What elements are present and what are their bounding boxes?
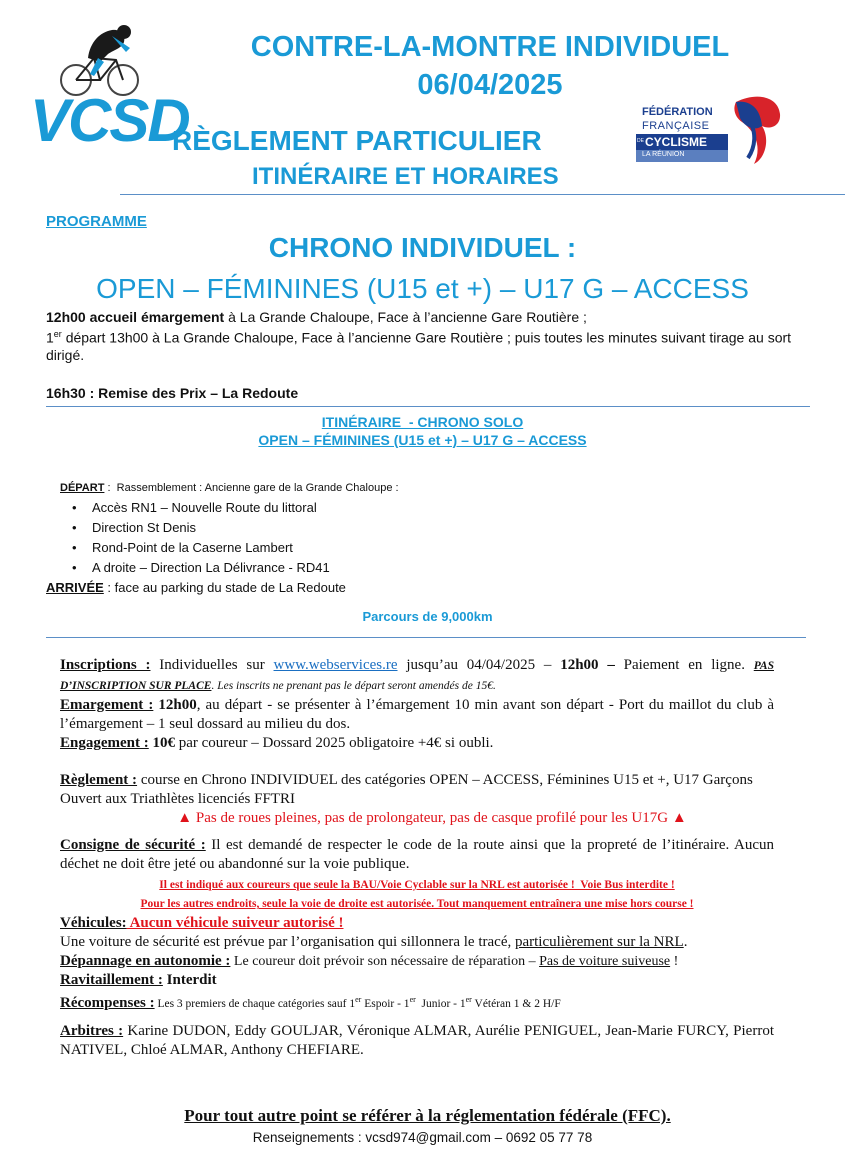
depannage-text: Le coureur doit prévoir son nécessaire de réparation – <box>230 954 540 969</box>
inscriptions-label: Inscriptions : <box>60 657 151 673</box>
vehicules-text-main: Une voiture de sécurité est prévue par l’organisation qui sillonnera le tracé, <box>60 934 515 950</box>
depart-number: 1 <box>46 329 54 346</box>
inscriptions-deadline: jusqu’au 04/04/2025 – <box>397 657 561 673</box>
reglement-paragraph <box>60 771 774 790</box>
securite-warning-1: Il est indiqué aux coureurs que seule la BAU/Voie Cyclable sur la NRL est autorisée ! Voie Bus interdite ! <box>159 879 675 891</box>
securite-paragraph <box>60 836 774 874</box>
recompenses-t3: Junior - 1 <box>415 997 466 1010</box>
ffc-logo-line-2: FRANÇAISE <box>642 120 710 132</box>
inscriptions-payment: Paiement en ligne. <box>614 657 754 673</box>
ffc-logo-line-1: FÉDÉRATION <box>642 106 713 118</box>
vehicules-text-nrl: particulièrement sur la NRL <box>514 934 684 950</box>
arrivee-label: ARRIVÉE <box>46 580 104 595</box>
depart-label: DÉPART <box>60 482 105 494</box>
route-step: • Direction St Denis <box>66 518 330 538</box>
recompenses-t1: Les 3 premiers de chaque catégories sauf 1 <box>154 997 356 1010</box>
webservices-link[interactable]: www.webservices.re <box>273 657 398 673</box>
chrono-title: CHRONO INDIVIDUEL : <box>268 232 577 263</box>
ffc-logo-line-3: CYCLISME <box>645 135 708 149</box>
inscriptions-text: Individuelles sur <box>150 657 274 673</box>
vehicules-warning: Aucun véhicule suiveur autorisé ! <box>126 915 344 931</box>
securite-label: Consigne de sécurité : <box>60 837 206 853</box>
ffc-logo-de: DE <box>637 138 644 144</box>
recompenses-t4: Vétéran 1 & 2 H/F <box>471 997 561 1010</box>
programme-body <box>46 309 816 364</box>
arbitres-text: Karine DUDON, Eddy GOULJAR, Véronique ALMAR, Aurélie PENIGUEL, Jean-Marie FURCY, Pierrot NATIVEL, Chloé ALMAR, Anthony CHEFIARE. <box>60 1022 774 1058</box>
header-rule <box>120 194 845 195</box>
accueil-line <box>46 309 816 326</box>
ravitaillement-paragraph <box>60 971 774 990</box>
vehicules-label: Véhicules: <box>60 915 127 931</box>
route-step: • Rond-Point de la Caserne Lambert <box>66 538 330 558</box>
no-inscription-notice: PAS D’INSCRIPTION SUR PLACE <box>60 660 774 692</box>
itineraire-heading-2: OPEN – FÉMININES (U15 et +) – U17 G – ACCESS <box>258 432 587 448</box>
depart-line <box>46 326 816 364</box>
depannage-label: Dépannage en autonomie : <box>60 953 231 969</box>
recompenses-t2: Espoir - 1 <box>361 997 410 1010</box>
ffc-emblem-icon <box>726 92 784 168</box>
title-date: 06/04/2025 <box>417 69 563 101</box>
ffc-logo <box>636 92 784 168</box>
emargement-paragraph <box>60 696 774 734</box>
depart-text: départ 13h00 à La Grande Chaloupe, Face à l’ancienne Gare Routière ; puis toutes les minutes suivant tirage au sort dirigé. <box>46 329 792 363</box>
itineraire-horaires-title: ITINÉRAIRE ET HORAIRES <box>252 163 559 190</box>
reglement-title: RÈGLEMENT PARTICULIER <box>172 125 542 156</box>
ravitaillement-label: Ravitaillement : <box>60 972 163 988</box>
recompenses-s3: er <box>465 995 472 1004</box>
inscriptions-paragraph <box>60 656 774 696</box>
ffc-logo-line-4: LA RÉUNION <box>642 151 685 158</box>
ravitaillement-text: Interdit <box>162 972 217 988</box>
engagement-paragraph <box>60 734 774 753</box>
depannage-no-car: Pas de voiture suiveuse <box>539 954 671 969</box>
arrivee-description: : face au parking du stade de La Redoute <box>103 580 346 595</box>
securite-warning-2: Pour les autres endroits, seule la voie de droite est autorisée. Tout manquement entraînera une mise hors course ! <box>140 898 694 910</box>
engagement-price: 10€ <box>148 735 175 751</box>
depart-description: : Rassemblement : Ancienne gare de la Grande Chaloupe : <box>104 482 399 494</box>
emargement-text: , au départ - se présenter à l’émargement 10 min avant son départ - Port du maillot du club à l’émargement – 1 seul dossard au milieu du dos. <box>60 697 775 732</box>
contact-info: Renseignements : vcsd974@gmail.com – 0692 05 77 78 <box>252 1130 593 1145</box>
arbitres-paragraph <box>60 1022 774 1060</box>
chrono-categories: OPEN – FÉMININES (U15 et +) – U17 G – ACCESS <box>96 273 749 304</box>
triathletes-line: Ouvert aux Triathlètes licenciés FFTRI <box>60 791 295 807</box>
depannage-end: ! <box>670 954 679 969</box>
depannage-paragraph <box>60 952 774 971</box>
vcsd-logo-text: VCSD <box>30 87 189 154</box>
details-block <box>60 656 774 1060</box>
accueil-text: à La Grande Chaloupe, Face à l’ancienne Gare Routière ; <box>224 309 587 325</box>
vehicules-paragraph <box>60 914 774 933</box>
reglement-label: Règlement : <box>60 772 138 788</box>
recompenses-s1: er <box>355 995 362 1004</box>
equipment-warning: ▲ Pas de roues pleines, pas de prolongateur, pas de casque profilé pour les U17G ▲ <box>177 810 687 826</box>
programme-label: PROGRAMME <box>46 213 147 230</box>
itineraire-rule <box>46 637 806 638</box>
emargement-time: 12h00 <box>153 697 197 713</box>
engagement-label: Engagement : <box>60 735 149 751</box>
emargement-label: Emargement : <box>60 697 154 713</box>
arbitres-label: Arbitres : <box>60 1022 124 1039</box>
parcours-distance: Parcours de 9,000km <box>362 609 493 624</box>
amende-notice: . Les inscrits ne prenant pas le départ seront amendés de 15€. <box>211 680 496 692</box>
remise-prix: 16h30 : Remise des Prix – La Redoute <box>46 385 299 401</box>
ffc-reference-note: Pour tout autre point se référer à la réglementation fédérale (FFC). <box>184 1106 671 1125</box>
programme-rule <box>46 406 810 407</box>
depart-sup: er <box>53 329 62 339</box>
itineraire-arrivee <box>46 580 346 595</box>
title-line-1: CONTRE-LA-MONTRE INDIVIDUEL <box>250 31 730 63</box>
inscriptions-time: 12h00 – <box>560 657 615 673</box>
engagement-text: par coureur – Dossard 2025 obligatoire +4€ si oubli. <box>175 735 494 751</box>
route-step: • A droite – Direction La Délivrance - RD41 <box>66 558 330 578</box>
vehicules-text <box>60 933 774 952</box>
accueil-time: 12h00 accueil émargement <box>46 309 225 325</box>
vehicules-text-end: . <box>683 934 688 950</box>
recompenses-paragraph <box>60 990 774 1014</box>
vcsd-logo <box>28 18 189 158</box>
route-step: • Accès RN1 – Nouvelle Route du littoral <box>66 498 330 518</box>
itineraire-heading-1: ITINÉRAIRE - CHRONO SOLO <box>321 414 524 430</box>
route-list <box>66 498 330 578</box>
recompenses-s2: er <box>409 995 416 1004</box>
reglement-text: course en Chrono INDIVIDUEL des catégories OPEN – ACCESS, Féminines U15 et +, U17 Garçons <box>137 772 753 788</box>
recompenses-label: Récompenses : <box>60 994 155 1011</box>
itineraire-depart <box>60 482 399 494</box>
securite-text: Il est demandé de respecter le code de la route ainsi que la propreté de l’itinéraire. Aucun déchet ne doit être jeté ou abandonné sur la voie publique. <box>60 837 774 872</box>
